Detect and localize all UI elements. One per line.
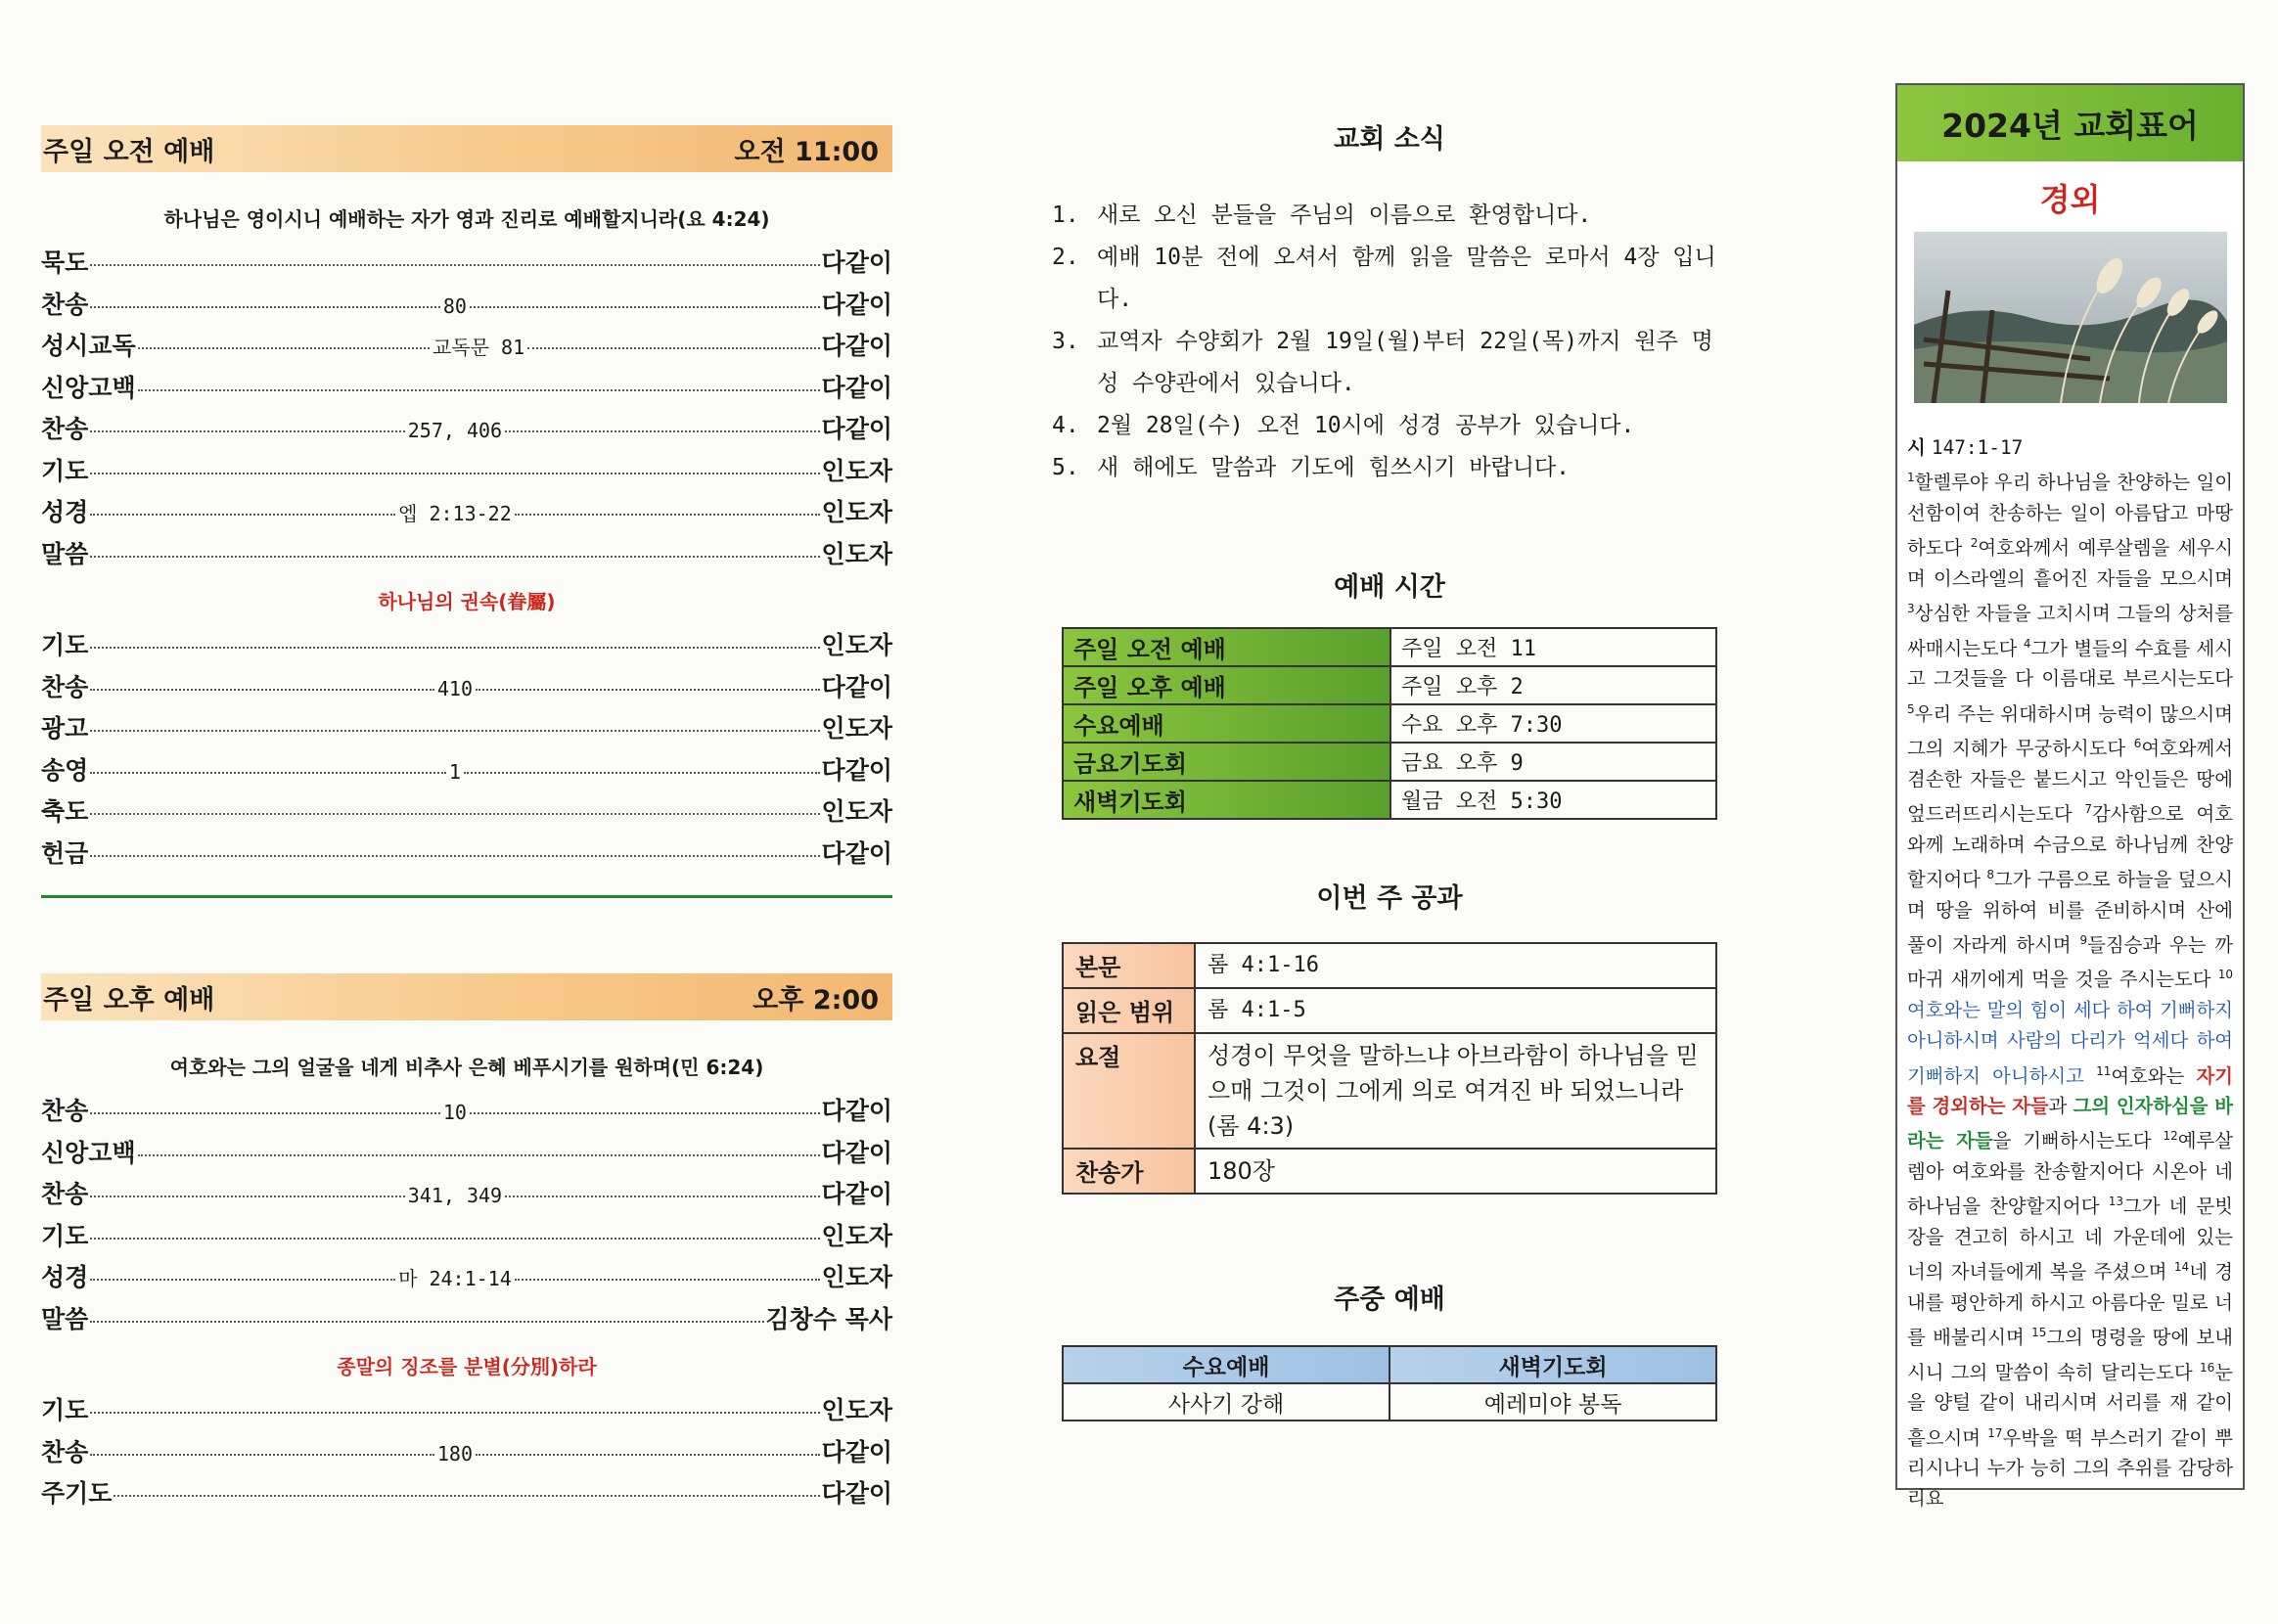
service-time: 수요 오후 7:30 [1390, 704, 1716, 743]
order-item-value: 341, 349 [407, 1184, 503, 1207]
order-item-label: 신앙고백 [41, 1138, 136, 1167]
dot-leader [90, 730, 819, 732]
order-item-leader: 다같이 [821, 373, 892, 402]
psalm-verse: 할렐루야 우리 하나님을 찬양하는 일이 선함이여 찬송하는 일이 아름답고 마땅하도다 [1907, 471, 2233, 560]
order-row [41, 1092, 892, 1134]
dot-leader [476, 689, 820, 691]
dot-leader [90, 1279, 395, 1281]
church-motto-panel [1895, 83, 2245, 1511]
order-row [41, 452, 892, 494]
order-item-label: 성경 [41, 498, 89, 526]
order-item-label: 기도 [41, 456, 89, 485]
order-row [41, 1300, 892, 1342]
table-row [1063, 1346, 1716, 1383]
order-item-value: 80 [442, 293, 467, 318]
order-item-leader: 인도자 [821, 456, 892, 485]
psalm-verse: 그의 명령을 땅에 보내시니 그의 말씀이 속히 달리는도다 [1907, 1326, 2233, 1384]
motto-word: 경외 [2039, 181, 2101, 218]
order-item-value: 180 [436, 1441, 473, 1466]
table-row [1063, 628, 1716, 666]
dot-leader [90, 1321, 763, 1323]
dot-leader [90, 556, 819, 558]
dot-leader [476, 1454, 820, 1456]
table-row [1063, 781, 1716, 819]
lesson-reading-value: 롬 4:1-5 [1195, 988, 1716, 1033]
table-row [1063, 1149, 1716, 1194]
psalm-text: 시 147:1-17 $^1$할렐루야 우리 하나님을 찬양하는 일이 선함이여 찬송하는 일이 아름답고 마땅하도다 $^2$여호와께서 예루살렘을 세우시며 이스라엘의 흩어진 자들을 모으시며 $^3$상심한 자들을 고치시며 그들의 상처를 싸매시는도다 $^4$그가 별들의 수효를 세시고 그것들을 다 이름대로 부르시는도다 $^5$우리 주는 위대하시며 능력이 많으시며 그의 지혜가 무궁하시도다 $^6$여호와께서 겸손한 자들은 붙드시고 악인들은 땅에 엎드러뜨리시는도다 $^7$감사함으로 여호와께 노래하며 수금으로 하나님께 찬양할지어다 $^8$그가 구름으로 하늘을 덮으시며 땅을 위하여 비를 준비하시며 산에 풀이 자라게 하시며 $^9$들짐승과 우는 까마귀 새끼에게 먹을 것을 주시는도다 $^{10}$여호와는 말의 힘이 세다 하여 기뻐하지 아니하시며 사람의 다리가 억세다 하여 기뻐하지 아니하시고 $^{11}$여호와는 자기를 경외하는 자들과 그의 인자하심을 바라는 자들을 기뻐하시는도다 $^{12}$예루살렘아 여호와를 찬송할지어다 시온아 네 하나님을 찬양할지어다 $^{13}$그가 네 문빗장을 견고히 하시고 네 가운데에 있는 너의 자녀들에게 복을 주셨으며 $^{14}$네 경내를 평안하게 하시고 아름다운 밀로 너를 배불리시며 $^{15}$그의 명령을 땅에 보내시니 그의 말씀이 속히 달리는도다 $^{16}$눈을 양털 같이 내리시며 서리를 재 같이 흩으시며 $^{17}$우박을 떡 부스러기 같이 뿌리시나니 누가 능히 그의 추위를 감당하리요 [1907, 436, 2234, 1511]
order-item-label: 기도 [41, 1396, 89, 1424]
order-item-label: 묵도 [41, 248, 89, 277]
dot-leader [505, 1195, 819, 1197]
lesson-summary-value: 성경이 무엇을 말하느냐 아브라함이 하나님을 믿으매 그것이 그에게 의로 여겨진 바 되었느니라(롬 4:3) [1195, 1033, 1716, 1149]
order-item-label: 찬송 [41, 1180, 89, 1208]
dot-leader [90, 430, 404, 432]
order-row [41, 709, 892, 751]
service-name: 수요예배 [1063, 704, 1390, 743]
order-item-label: 찬송 [41, 1437, 89, 1466]
news-item: 5. 새 해에도 말씀과 기도에 힘쓰시기 바랍니다. [1052, 455, 1571, 480]
afternoon-service-header [41, 973, 892, 1020]
order-item-label: 찬송 [41, 415, 89, 443]
lesson-hymn-label: 찬송가 [1063, 1149, 1195, 1194]
order-row [41, 1258, 892, 1300]
motto-box [1895, 83, 2245, 1511]
worship-order-column [41, 125, 892, 1516]
order-item-leader: 김창수 목사 [765, 1304, 892, 1333]
order-row [41, 751, 892, 793]
midweek-service-table [1062, 1345, 1717, 1421]
order-item-label: 기도 [41, 631, 89, 659]
service-time: 월금 오전 5:30 [1390, 781, 1716, 819]
order-row [41, 410, 892, 452]
order-item-value: 마 24:1-14 [397, 1263, 513, 1291]
dot-leader [470, 306, 820, 308]
order-item-leader: 다같이 [821, 1479, 892, 1508]
order-row [41, 493, 892, 535]
midweek-value: 사사기 강해 [1063, 1383, 1390, 1421]
midweek-header: 새벽기도회 [1390, 1346, 1716, 1383]
church-news-title: 교회 소식 [1334, 124, 1445, 155]
order-row [41, 792, 892, 835]
order-row [41, 535, 892, 577]
service-name: 새벽기도회 [1063, 781, 1390, 819]
order-item-leader: 인도자 [821, 631, 892, 659]
dot-leader [90, 689, 434, 691]
service-name: 금요기도회 [1063, 743, 1390, 781]
dot-leader [90, 514, 395, 516]
dot-leader [515, 514, 820, 516]
church-news-list [1052, 195, 1727, 489]
dot-leader [464, 772, 820, 774]
dot-leader [114, 1495, 819, 1497]
table-row [1063, 743, 1716, 781]
order-item-leader: 다같이 [821, 838, 892, 868]
highlight-hope: 그의 인자하심을 바라는 자들 [1907, 1095, 2233, 1152]
order-item-value: 1 [448, 759, 461, 784]
order-item-label: 말씀 [41, 1304, 89, 1333]
order-item-leader: 인도자 [821, 797, 892, 826]
dot-leader [90, 473, 819, 474]
order-item-label: 주기도 [41, 1479, 113, 1508]
psalm-reference: 147:1-17 [1931, 436, 2024, 459]
order-row [41, 286, 892, 328]
order-item-leader: 다같이 [821, 415, 892, 443]
psalm-verse: 그가 별들의 수효를 세시고 그것들을 다 이름대로 부르시는도다 [1907, 637, 2233, 691]
order-item-label: 찬송 [41, 1097, 89, 1125]
order-item-leader: 인도자 [821, 1396, 892, 1424]
service-time: 금요 오후 9 [1390, 743, 1716, 781]
dot-leader [90, 855, 819, 857]
dot-leader [90, 264, 819, 266]
psalm-book: 시 [1907, 436, 1926, 459]
dot-leader [90, 1112, 440, 1114]
table-row [1063, 943, 1716, 988]
order-item-value: 10 [442, 1101, 467, 1124]
order-item-leader: 다같이 [821, 672, 893, 701]
psalm-verse: 네 경내를 평안하게 하시고 아름다운 밀로 너를 배불리시며 [1907, 1260, 2233, 1349]
order-item-label: 말씀 [41, 539, 89, 568]
order-item-value: 410 [436, 676, 473, 700]
order-item-value: 교독문 81 [432, 332, 525, 360]
order-item-label: 헌금 [41, 838, 89, 868]
service-time: 주일 오전 11 [1390, 628, 1716, 666]
weekly-lesson-table [1062, 942, 1717, 1195]
dot-leader [90, 1454, 434, 1456]
order-item-leader: 다같이 [821, 248, 892, 277]
morning-service-time: 오전 11:00 [734, 136, 879, 167]
order-item-value: 엡 2:13-22 [397, 498, 513, 526]
order-item-leader: 인도자 [821, 714, 892, 743]
psalm-verse-highlight: 여호와는 말의 힘이 세다 하여 기뻐하지 아니하시며 사람의 다리가 억세다 하여 기뻐하지 아니하시고 [1907, 999, 2233, 1088]
order-item-label: 성경 [41, 1263, 89, 1291]
order-item-label: 찬송 [41, 672, 89, 701]
dot-leader [505, 430, 819, 432]
order-item-label: 축도 [41, 797, 89, 826]
order-item-value: 257, 406 [407, 419, 503, 442]
psalm-verse: 우박을 떡 부스러기 같이 뿌리시나니 누가 능히 그의 추위를 감당하리요 [1907, 1426, 2234, 1511]
morning-call-verse: 하나님은 영이시니 예배하는 자가 영과 진리로 예배할지니라(요 4:24) [163, 207, 770, 231]
service-name: 주일 오전 예배 [1063, 628, 1390, 666]
dot-leader [90, 772, 446, 774]
order-row [41, 369, 892, 411]
midweek-value: 예레미야 봉독 [1390, 1383, 1716, 1421]
dot-leader [90, 1195, 404, 1197]
service-name: 주일 오후 예배 [1063, 666, 1390, 704]
morning-order-list-b [41, 626, 892, 876]
psalm-verse: 상심한 자들을 고치시며 그들의 상처를 싸매시는도다 [1907, 602, 2233, 660]
lesson-text-value: 롬 4:1-16 [1195, 943, 1716, 988]
order-row [41, 1433, 892, 1475]
highlight-fear: 자기를 경외하는 자들 [1907, 1064, 2233, 1118]
dot-leader [90, 1412, 819, 1414]
order-item-leader: 다같이 [821, 1097, 893, 1125]
order-row [41, 1391, 892, 1433]
order-row [41, 327, 892, 369]
psalm-verse: 우리 주는 위대하시며 능력이 많으시며 그의 지혜가 무궁하시도다 [1907, 701, 2233, 760]
dot-leader [138, 347, 430, 349]
order-row [41, 1134, 892, 1176]
order-item-leader: 다같이 [821, 332, 892, 360]
order-row [41, 1217, 892, 1259]
afternoon-order-list-a [41, 1092, 892, 1341]
order-item-label: 기도 [41, 1221, 89, 1250]
news-item: 3. 교역자 수양회가 2월 19일(월)부터 22일(목)까지 원주 명성 수양관에서 있습니다. [1052, 329, 1713, 396]
midweek-header: 수요예배 [1063, 1346, 1390, 1383]
morning-service-title: 주일 오전 예배 [43, 136, 215, 167]
afternoon-sermon-title: 종말의 징조를 분별(分別)하라 [337, 1355, 597, 1378]
order-item-label: 찬송 [41, 290, 89, 319]
service-time: 주일 오후 2 [1390, 666, 1716, 704]
dot-leader [90, 1238, 819, 1240]
dot-leader [470, 1112, 820, 1114]
afternoon-service-title: 주일 오후 예배 [43, 984, 215, 1015]
order-row [41, 626, 892, 668]
landscape-photo [1914, 232, 2227, 403]
table-row [1063, 704, 1716, 743]
psalm-verse: 그가 네 문빗장을 견고히 하시고 네 가운데에 있는 너의 자녀들에게 복을 주셨으며 [1907, 1195, 2233, 1284]
dot-leader [527, 347, 819, 349]
morning-sermon-title: 하나님의 권속(眷屬) [378, 590, 556, 613]
psalm-verse: 여호와께서 겸손한 자들은 붙드시고 악인들은 땅에 엎드러뜨리시는도다 [1907, 737, 2233, 826]
midweek-service-title: 주중 예배 [1334, 1285, 1445, 1315]
dot-leader [90, 813, 819, 815]
worship-times-table [1062, 627, 1717, 820]
order-row [41, 668, 892, 710]
psalm-verse: 들짐승과 우는 까마귀 새끼에게 먹을 것을 주시는도다 [1907, 933, 2233, 991]
lesson-text-label: 본문 [1063, 943, 1195, 988]
dot-leader [90, 647, 819, 649]
order-row [41, 1474, 892, 1516]
order-item-label: 성시교독 [41, 332, 136, 360]
order-item-leader: 인도자 [821, 539, 892, 568]
order-item-leader: 다같이 [821, 1138, 892, 1167]
motto-header: 2024년 교회표어 [1897, 85, 2243, 161]
afternoon-call-verse: 여호와는 그의 얼굴을 네게 비추사 은혜 베푸시기를 원하며(민 6:24) [169, 1056, 764, 1079]
order-item-label: 송영 [41, 755, 89, 785]
order-row [41, 244, 892, 286]
lesson-hymn-value: 180장 [1195, 1149, 1716, 1194]
order-item-leader: 인도자 [821, 1263, 893, 1291]
order-item-leader: 다같이 [821, 1180, 892, 1208]
lesson-summary-label: 요절 [1063, 1033, 1195, 1149]
table-row [1063, 988, 1716, 1033]
table-row [1063, 1383, 1716, 1421]
psalm-verse: 그가 구름으로 하늘을 덮으시며 땅을 위하여 비를 준비하시며 산에 풀이 자라게 하시며 [1907, 868, 2233, 957]
news-item: 2. 예배 10분 전에 오셔서 함께 읽을 말씀은 로마서 4장 입니다. [1052, 245, 1716, 312]
psalm-verse: 감사함으로 여호와께 노래하며 수금으로 하나님께 찬양할지어다 [1907, 802, 2233, 891]
order-row [41, 835, 892, 877]
order-row [41, 1175, 892, 1217]
lesson-reading-label: 읽은 범위 [1063, 988, 1195, 1033]
order-item-leader: 인도자 [821, 1221, 892, 1250]
morning-order-list-a [41, 244, 892, 576]
psalm-verse: 눈을 양털 같이 내리시며 서리를 재 같이 흩으시며 [1907, 1361, 2233, 1450]
order-item-leader: 인도자 [821, 498, 893, 526]
news-item: 4. 2월 28일(수) 오전 10시에 성경 공부가 있습니다. [1052, 413, 1635, 438]
morning-service-header [41, 125, 892, 172]
order-item-label: 광고 [41, 714, 89, 743]
table-row [1063, 666, 1716, 704]
order-item-label: 신앙고백 [41, 373, 136, 402]
dot-leader [138, 1154, 820, 1156]
psalm-verse: 여호와께서 예루살렘을 세우시며 이스라엘의 흩어진 자들을 모으시며 [1907, 536, 2233, 590]
dot-leader [90, 306, 440, 308]
news-item: 1. 새로 오신 분들을 주님의 이름으로 환영합니다. [1052, 203, 1592, 228]
weekly-lesson-title: 이번 주 공과 [1316, 883, 1463, 914]
dot-leader [138, 389, 820, 391]
order-item-leader: 다같이 [821, 755, 892, 785]
bulletin-info-column [1052, 117, 1727, 1421]
order-item-leader: 다같이 [821, 1437, 893, 1466]
psalm-verse: 예루살렘아 여호와를 찬송할지어다 시온아 네 하나님을 찬양할지어다 [1907, 1129, 2233, 1218]
dot-leader [515, 1279, 820, 1281]
afternoon-order-list-b [41, 1391, 892, 1516]
table-row [1063, 1033, 1716, 1149]
order-item-leader: 다같이 [821, 290, 893, 319]
afternoon-service-time: 오후 2:00 [752, 984, 879, 1015]
worship-times-title: 예배 시간 [1334, 572, 1445, 603]
